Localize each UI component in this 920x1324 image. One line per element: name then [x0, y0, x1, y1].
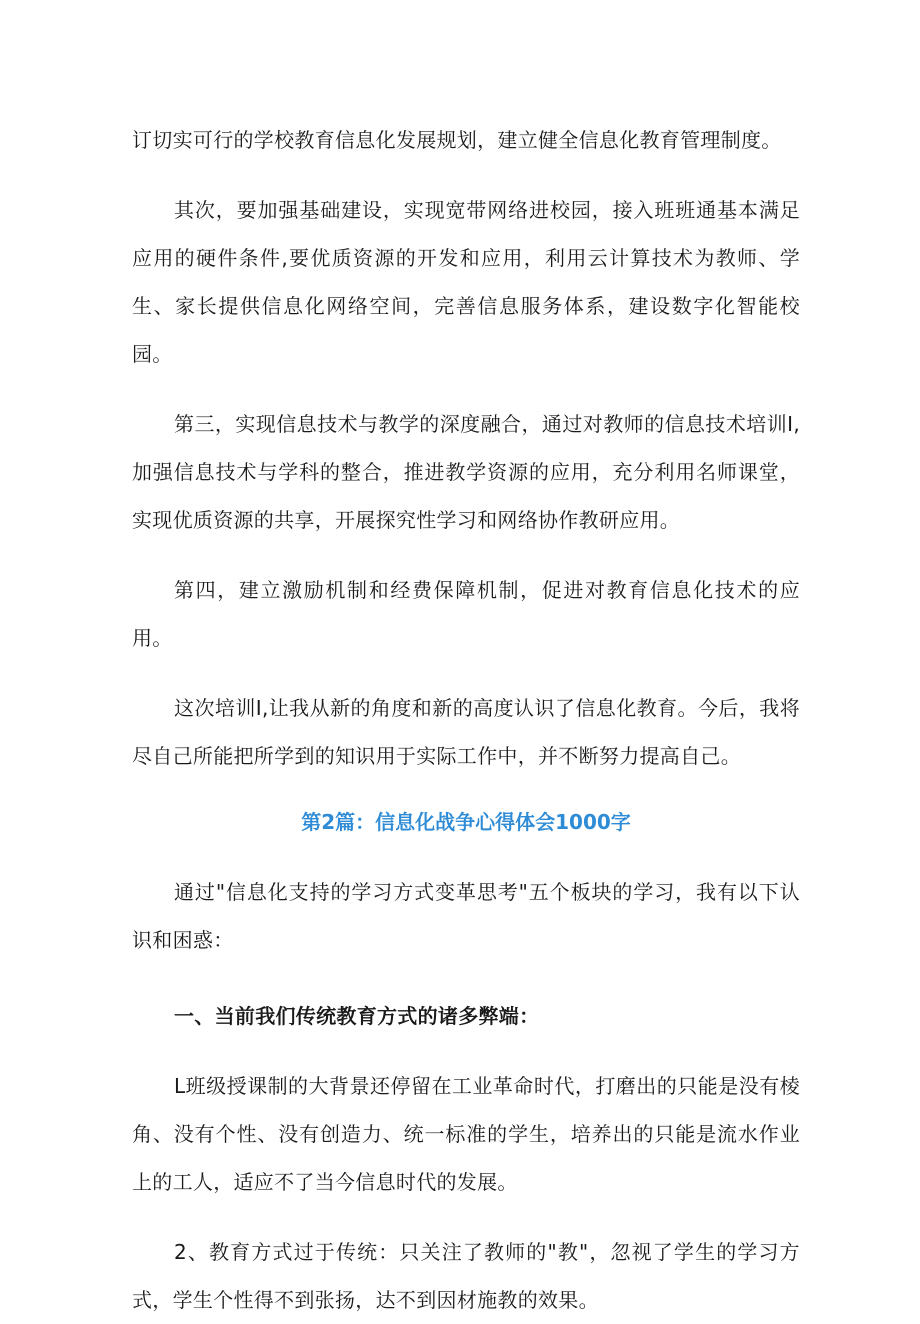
document-body — [132, 116, 800, 1324]
paragraph-conclusion: 这次培训I,让我从新的角度和新的高度认识了信息化教育。今后，我将尽自己所能把所学到的知识用于实际工作中，并不断努力提高自己。 — [132, 696, 800, 768]
subheading-drawbacks: 一、当前我们传统教育方式的诸多弊端： — [174, 1004, 540, 1028]
paragraph-intro: 通过"信息化支持的学习方式变革思考"五个板块的学习，我有以下认识和困惑： — [132, 880, 800, 952]
section-heading: 第2篇：信息化战争心得体会1000字 — [301, 810, 631, 834]
list-item-point-2: 2、教育方式过于传统：只关注了教师的"教"，忽视了学生的学习方式，学生个性得不到张扬，达不到因材施教的效果。 — [132, 1240, 800, 1312]
paragraph-integration: 第三，实现信息技术与教学的深度融合，通过对教师的信息技术培训I,加强信息技术与学科的整合，推进教学资源的应用，充分利用名师课堂，实现优质资源的共享，开展探究性学习和网络协作教研应用。 — [132, 412, 800, 532]
list-item-point-1: L班级授课制的大背景还停留在工业革命时代，打磨出的只能是没有棱角、没有个性、没有创造力、统一标准的学生，培养出的只能是流水作业上的工人，适应不了当今信息时代的发展。 — [132, 1074, 800, 1194]
paragraph-continuation: 订切实可行的学校教育信息化发展规划，建立健全信息化教育管理制度。 — [132, 128, 782, 152]
paragraph-incentives: 第四，建立激励机制和经费保障机制，促进对教育信息化技术的应用。 — [132, 578, 800, 650]
paragraph-infrastructure: 其次，要加强基础建设，实现宽带网络进校园，接入班班通基本满足应用的硬件条件,要优质资源的开发和应用，利用云计算技术为教师、学生、家长提供信息化网络空间，完善信息服务体系，建设数字化智能校园。 — [132, 198, 800, 366]
